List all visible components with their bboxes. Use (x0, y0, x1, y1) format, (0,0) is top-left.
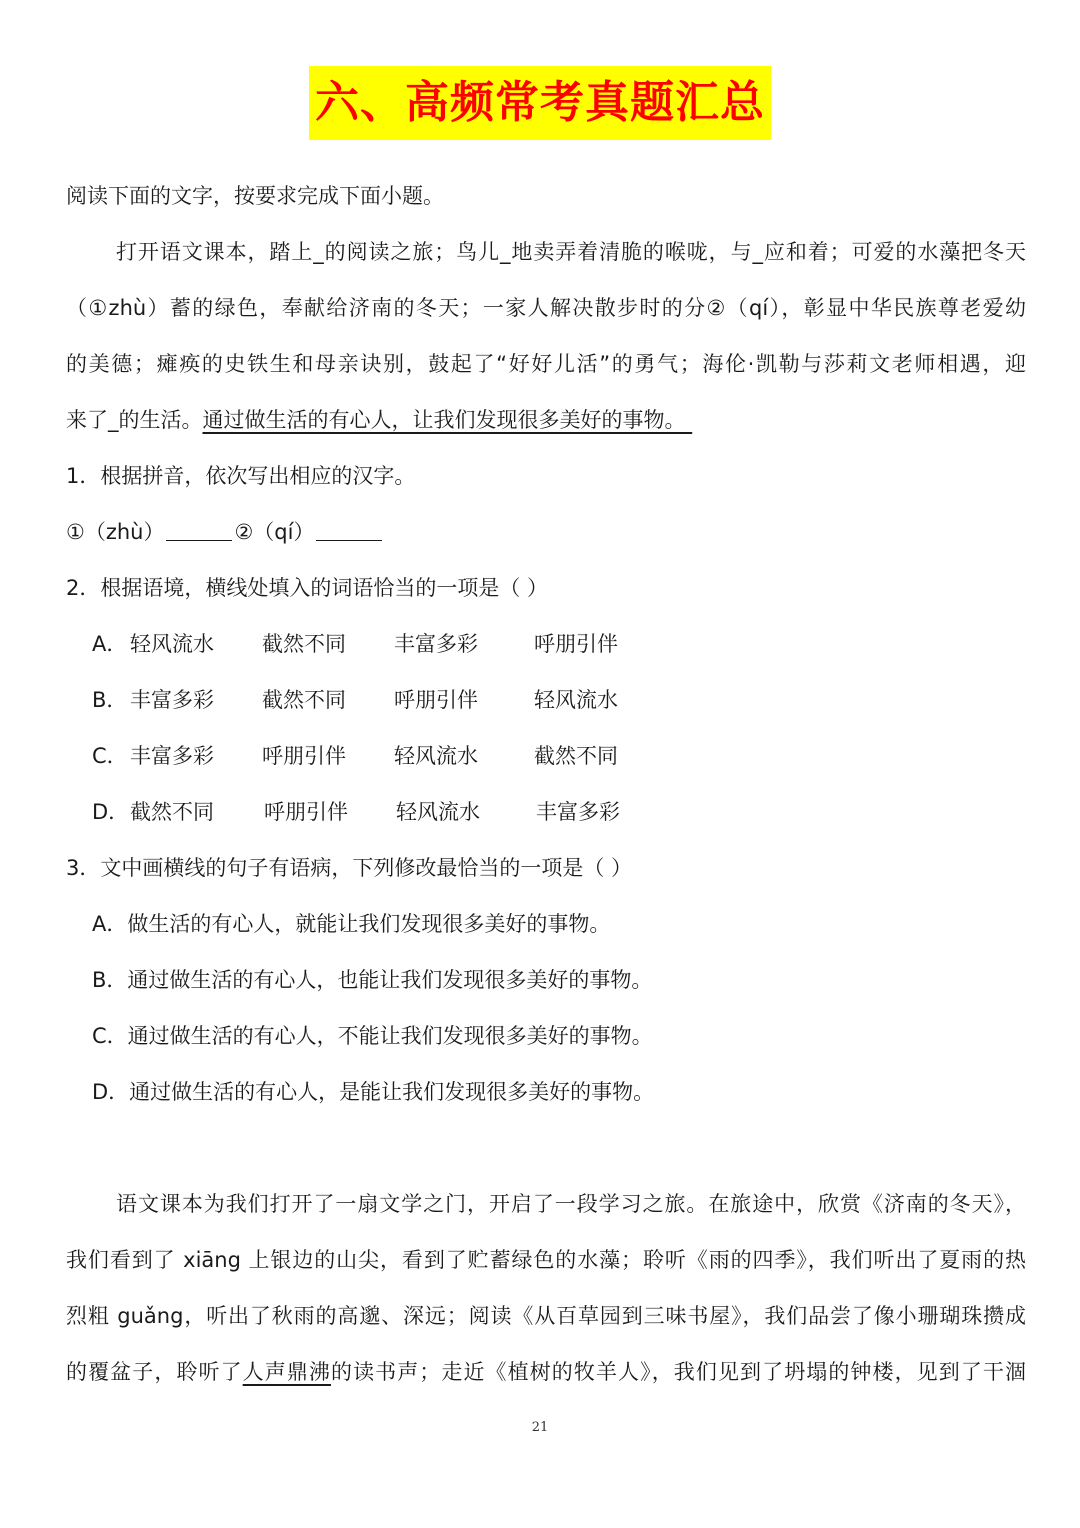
option-word: 轻风流水 (394, 744, 478, 768)
q2-option-b[interactable] (92, 680, 1012, 720)
q1-stem: 1．根据拼音，依次写出相应的汉字。 (66, 464, 416, 488)
page-number: 21 (531, 1420, 549, 1435)
instruction: 阅读下面的文字，按要求完成下面小题。 (66, 184, 444, 208)
option-word: 轻风流水 (396, 800, 480, 824)
option-word: 呼朋引伴 (534, 632, 618, 656)
passage2-line4-pre: 的覆盆子，聆听了 (66, 1360, 243, 1384)
q1-blank1-label: ①（zhù） (66, 520, 165, 544)
q2-stem: 2．根据语境，横线处填入的词语恰当的一项是（ ） (66, 576, 549, 600)
q2-option-c[interactable] (92, 736, 1012, 776)
option-letter: D． (92, 800, 130, 824)
q1-blanks (66, 512, 1026, 552)
passage1-line3: 的美德；瘫痪的史铁生和母亲诀别，鼓起了“好好儿活”的勇气；海伦·凯勒与莎莉文老师相遇，迎 (66, 352, 1026, 376)
passage2-line3: 烈粗 guǎng，听出了秋雨的高邈、深远；阅读《从百草园到三味书屋》，我们品尝了像小珊瑚珠攒成 (66, 1304, 1026, 1328)
option-word: 截然不同 (130, 800, 214, 824)
option-word: 截然不同 (262, 688, 346, 712)
passage2-line2: 我们看到了 xiāng 上银边的山尖，看到了贮蓄绿色的水藻；聆听《雨的四季》，我们听出了夏雨的热 (66, 1248, 1026, 1272)
option-word: 丰富多彩 (536, 800, 620, 824)
passage2-line4 (66, 1352, 1026, 1392)
option-word: 丰富多彩 (130, 688, 214, 712)
underlined-phrase: 人声鼎沸 (242, 1360, 331, 1384)
option-word: 呼朋引伴 (394, 688, 478, 712)
passage1-line4-text: 来了_的生活。 (66, 408, 203, 432)
passage2-line1: 语文课本为我们打开了一扇文学之门，开启了一段学习之旅。在旅途中，欣赏《济南的冬天》， (116, 1192, 1026, 1216)
option-word: 截然不同 (262, 632, 346, 656)
option-word: 丰富多彩 (130, 744, 214, 768)
passage2-line4-post: 的读书声；走近《植树的牧羊人》，我们见到了坍塌的钟楼，见到了干涸 (330, 1360, 1027, 1384)
q3-stem: 3．文中画横线的句子有语病，下列修改最恰当的一项是（ ） (66, 856, 633, 880)
q1-blank2-label: ②（qí） (234, 520, 315, 544)
option-word: 呼朋引伴 (264, 800, 348, 824)
option-word: 丰富多彩 (394, 632, 478, 656)
underlined-sentence: 通过做生活的有心人，让我们发现很多美好的事物。 (202, 408, 686, 432)
option-letter: C． (92, 744, 128, 768)
q3-option-b[interactable]: B．通过做生活的有心人，也能让我们发现很多美好的事物。 (92, 968, 653, 992)
q3-option-a[interactable]: A．做生活的有心人，就能让我们发现很多美好的事物。 (92, 912, 611, 936)
q1-blank1[interactable] (166, 514, 232, 541)
q2-option-a[interactable] (92, 624, 1012, 664)
option-word: 截然不同 (534, 744, 618, 768)
q3-option-d[interactable]: D．通过做生活的有心人，是能让我们发现很多美好的事物。 (92, 1080, 655, 1104)
passage1-line4 (66, 400, 1026, 440)
option-word: 轻风流水 (534, 688, 618, 712)
q2-option-d[interactable] (92, 792, 1012, 832)
page-title: 六、高频常考真题汇总 (309, 66, 771, 140)
option-letter: A． (92, 632, 128, 656)
option-letter: B． (92, 688, 128, 712)
passage1-line2: （①zhù）蓄的绿色，奉献给济南的冬天；一家人解决散步时的分②（qí），彰显中华民族尊老爱幼 (66, 296, 1026, 320)
option-word: 轻风流水 (130, 632, 214, 656)
passage1-line1: 打开语文课本，踏上_的阅读之旅；鸟儿_地卖弄着清脆的喉咙，与_应和着；可爱的水藻把冬天 (116, 240, 1026, 264)
option-word: 呼朋引伴 (262, 744, 346, 768)
q3-option-c[interactable]: C．通过做生活的有心人，不能让我们发现很多美好的事物。 (92, 1024, 653, 1048)
title-container (0, 66, 1080, 140)
q1-blank2[interactable] (316, 514, 382, 541)
